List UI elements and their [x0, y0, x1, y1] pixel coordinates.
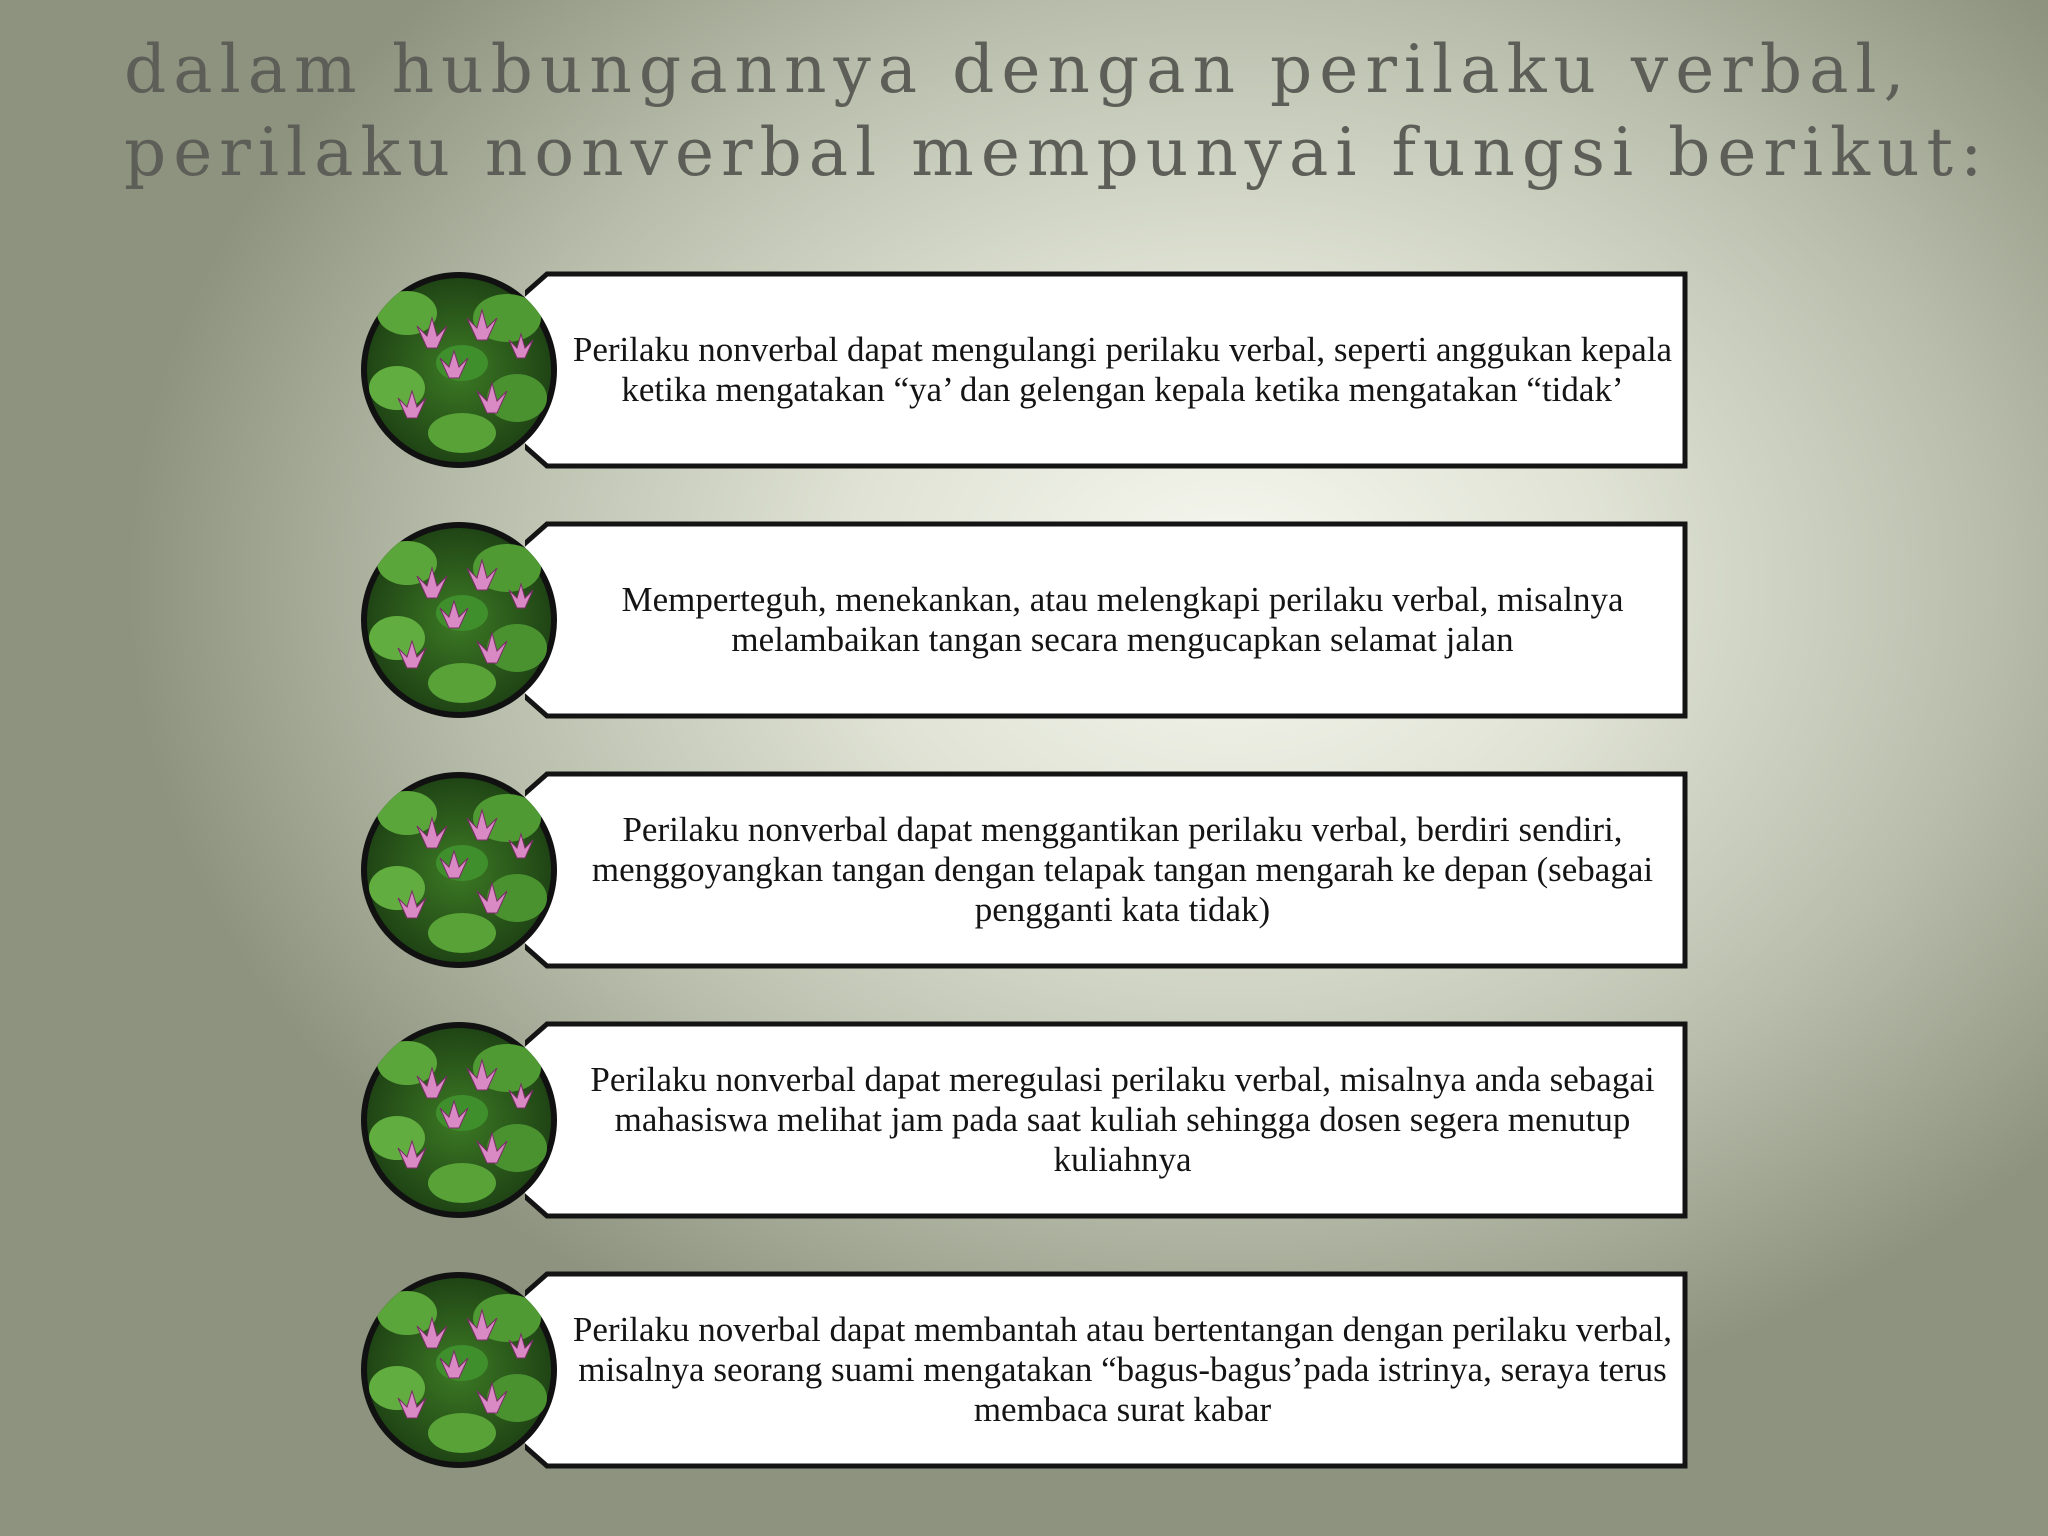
- list-item: [355, 770, 1690, 970]
- text-banner: [525, 270, 1690, 470]
- item-text: Perilaku nonverbal dapat meregulasi perilaku verbal, misalnya anda sebagai mahasiswa melihat jam pada saat kuliah sehingga dosen segera menutup kuliahnya: [590, 1060, 1655, 1179]
- list-item: [355, 270, 1690, 470]
- lotus-flowers-photo-icon: [361, 772, 557, 968]
- text-banner: [525, 1270, 1690, 1470]
- item-text: Perilaku nonverbal dapat mengulangi perilaku verbal, seperti anggukan kepala ketika mengatakan “ya’ dan gelengan kepala ketika mengatakan “tidak’: [572, 330, 1673, 409]
- list-item: [355, 1270, 1690, 1470]
- text-banner: [525, 520, 1690, 720]
- lotus-flowers-photo-icon: [361, 1022, 557, 1218]
- list-item: [355, 520, 1690, 720]
- lotus-flowers-photo-icon: [361, 272, 557, 468]
- item-text: Perilaku noverbal dapat membantah atau bertentangan dengan perilaku verbal, misalnya seorang suami mengatakan “bagus-bagus’pada istrinya, seraya terus membaca surat kabar: [572, 1310, 1673, 1429]
- lotus-flowers-photo-icon: [361, 522, 557, 718]
- text-banner: [525, 1020, 1690, 1220]
- lotus-flowers-photo-icon: [361, 1272, 557, 1468]
- item-text: Memperteguh, menekankan, atau melengkapi perilaku verbal, misalnya melambaikan tangan secara mengucapkan selamat jalan: [621, 580, 1624, 659]
- list-item: [355, 1020, 1690, 1220]
- slide-title: dalam hubungannya dengan perilaku verbal, perilaku nonverbal mempunyai fungsi berikut:: [124, 31, 1990, 191]
- item-text: Perilaku nonverbal dapat menggantikan perilaku verbal, berdiri sendiri, menggoyangkan tangan dengan telapak tangan mengarah ke depan (sebagai pengganti kata tidak): [591, 810, 1654, 929]
- text-banner: [525, 770, 1690, 970]
